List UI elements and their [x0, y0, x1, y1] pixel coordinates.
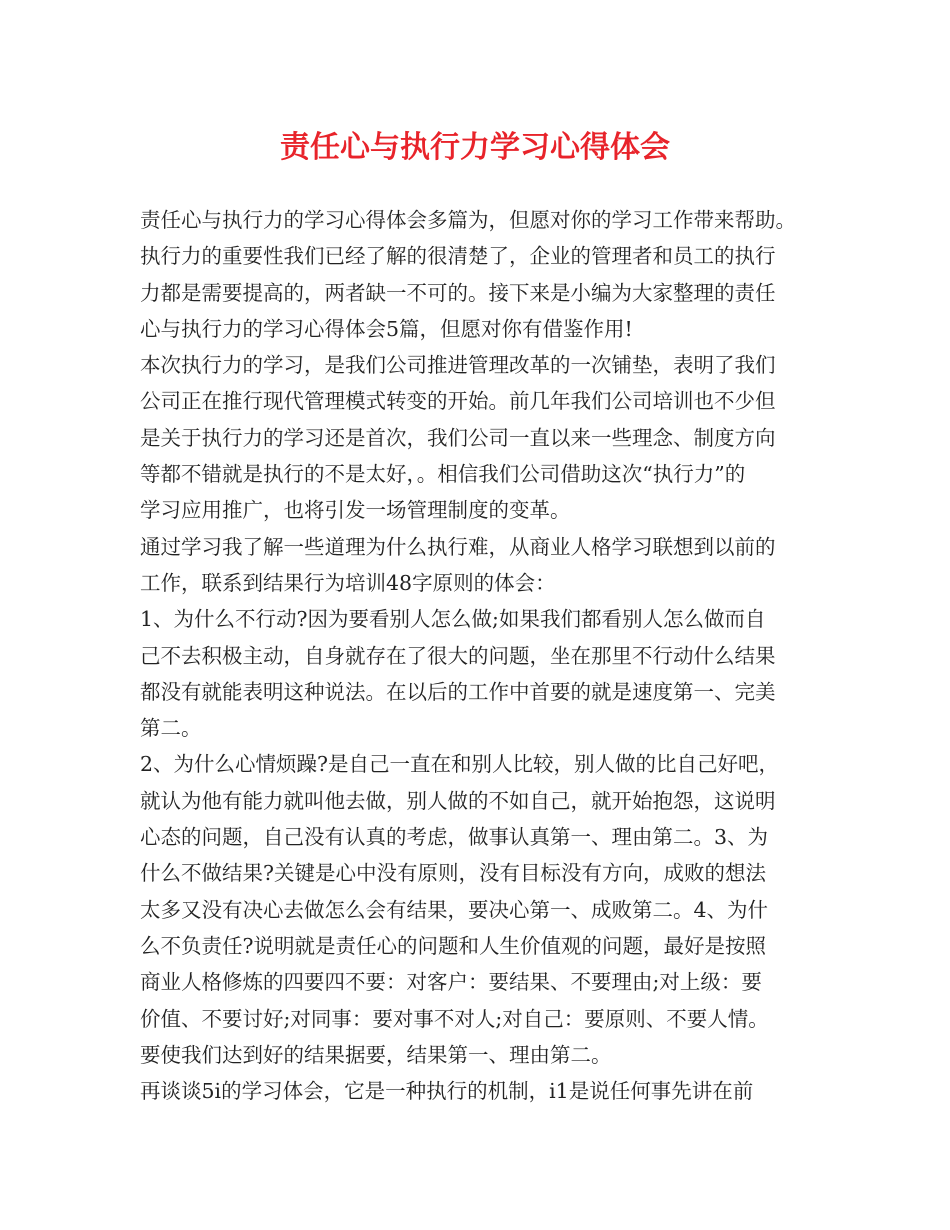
body-line: 等都不错就是执行的不是太好，。相信我们公司借助这次“执行力”的 [140, 462, 746, 487]
body-line: 学习应用推广，也将引发一场管理制度的变革。 [140, 498, 571, 523]
body-line: 执行力的重要性我们已经了解的很清楚了，企业的管理者和员工的执行 [140, 244, 776, 269]
body-line: 是关于执行力的学习还是首次，我们公司一直以来一些理念、制度方向 [140, 425, 776, 450]
body-line: 就认为他有能力就叫他去做，别人做的不如自己，就开始抱怨，这说明 [140, 788, 776, 813]
body-line: 再谈谈5i的学习体会，它是一种执行的机制，i1是说任何事先讲在前 [140, 1079, 754, 1104]
document-body [140, 202, 830, 1109]
body-line: 什么不做结果?关键是心中没有原则，没有目标没有方向，成败的想法 [140, 861, 766, 886]
body-line: 太多又没有决心去做怎么会有结果，要决心第一、成败第二。4、为什 [140, 897, 769, 922]
body-line: 1、为什么不行动?因为要看别人怎么做;如果我们都看别人怎么做而自 [140, 607, 766, 632]
body-line: 心与执行力的学习心得体会5篇，但愿对你有借鉴作用! [140, 316, 633, 341]
body-line: 己不去积极主动，自身就存在了很大的问题，坐在那里不行动什么结果 [140, 643, 776, 668]
body-line: 责任心与执行力的学习心得体会多篇为，但愿对你的学习工作带来帮助。 [140, 208, 796, 232]
body-line: 通过学习我了解一些道理为什么执行难，从商业人格学习联想到以前的 [140, 534, 776, 559]
body-line: 价值、不要讨好;对同事：要对事不对人;对自己：要原则、不要人情。 [140, 1006, 769, 1031]
body-line: 么不负责任?说明就是责任心的问题和人生价值观的问题，最好是按照 [140, 933, 766, 958]
body-line: 心态的问题，自己没有认真的考虑，做事认真第一、理由第二。3、为 [140, 825, 769, 850]
body-line: 力都是需要提高的，两者缺一不可的。接下来是小编为大家整理的责任 [140, 280, 776, 305]
document-title: 责任心与执行力学习心得体会 [280, 130, 670, 165]
body-line: 公司正在推行现代管理模式转变的开始。前几年我们公司培训也不少但 [140, 389, 776, 414]
body-line: 本次执行力的学习，是我们公司推进管理改革的一次铺垫，表明了我们 [140, 353, 776, 378]
body-line: 商业人格修炼的四要四不要：对客户：要结果、不要理由;对上级：要 [140, 970, 762, 995]
body-line: 都没有就能表明这种说法。在以后的工作中首要的就是速度第一、完美 [140, 679, 776, 704]
body-line: 第二。 [140, 716, 202, 741]
body-line: 要使我们达到好的结果据要，结果第一、理由第二。 [140, 1042, 612, 1067]
body-line: 2、为什么心情烦躁?是自己一直在和别人比较，别人做的比自己好吧， [140, 752, 780, 777]
body-line: 工作，联系到结果行为培训48字原则的体会： [140, 570, 556, 595]
